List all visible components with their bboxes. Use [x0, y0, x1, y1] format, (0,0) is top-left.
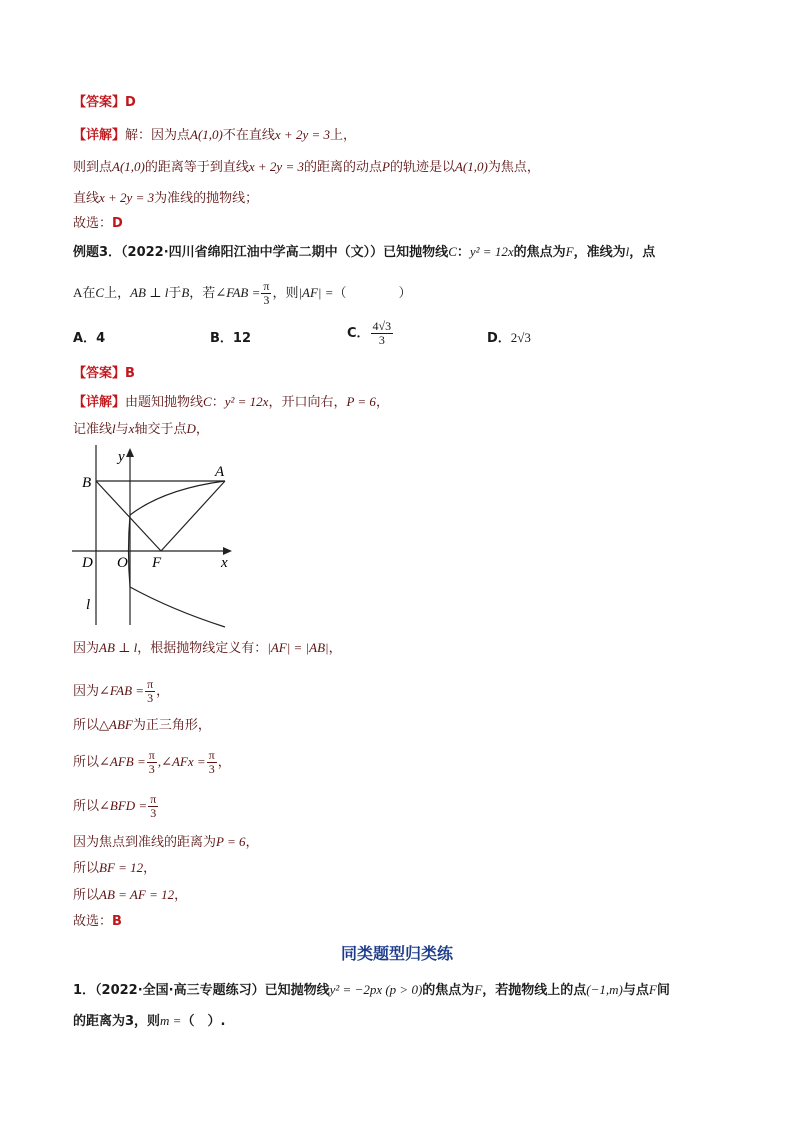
text: 上， — [330, 128, 357, 143]
numerator: 4√3 — [372, 319, 392, 333]
text: ，准线为 — [573, 245, 626, 260]
math: (−1,m) — [586, 982, 623, 997]
text: 所以 — [73, 718, 100, 733]
text: 上， — [104, 286, 131, 301]
sol3-line-7 — [73, 793, 159, 820]
math: |AF| = |AB| — [267, 640, 329, 655]
math: ,∠AFx = — [157, 754, 206, 769]
text: 在 — [82, 286, 96, 301]
math: C — [95, 285, 105, 300]
text: 因为焦点到准线的距离为 — [73, 835, 217, 850]
text: 直线 — [73, 191, 100, 206]
q1-line-1 — [73, 980, 670, 1001]
label-d: D — [82, 555, 93, 571]
fraction-pi-over-3 — [207, 749, 217, 776]
text: 与 — [115, 422, 129, 437]
math: P = 6 — [346, 394, 376, 409]
answer-line-ex3 — [73, 364, 135, 384]
math: A — [73, 285, 83, 300]
fraction-pi-over-3 — [261, 280, 271, 307]
math: B — [181, 285, 190, 300]
text: 因为 — [73, 641, 100, 656]
detail-label: 【详解】 — [73, 395, 126, 410]
text: ， — [195, 422, 209, 437]
math: x + 2y = 3 — [99, 190, 155, 205]
sol3-line-6 — [73, 749, 231, 776]
text: 所以 — [73, 799, 100, 814]
text: 故选： — [73, 914, 113, 929]
answer-value: B — [125, 366, 135, 381]
text: （ ）. — [181, 1014, 226, 1029]
text: 于 — [168, 286, 182, 301]
math: P = 6 — [216, 834, 246, 849]
math: x + 2y = 3 — [248, 159, 304, 174]
text: 记准线 — [73, 422, 113, 437]
text: 所以 — [73, 861, 100, 876]
label-l: l — [86, 597, 91, 613]
math: y² = −2px (p > 0) — [329, 982, 423, 997]
choose-value: B — [112, 914, 122, 929]
numerator: π — [150, 792, 157, 806]
math: AB ⊥ l — [130, 285, 169, 300]
text: 已知抛物线 — [383, 245, 449, 260]
math: AB ⊥ l — [99, 640, 138, 655]
denominator: 3 — [148, 762, 155, 776]
text: ， — [143, 861, 157, 876]
option-value: 4 — [96, 331, 106, 346]
denominator: 3 — [378, 333, 385, 347]
text: ，则 — [272, 286, 299, 301]
option-label: C． — [347, 326, 370, 341]
option-b[interactable] — [210, 327, 251, 346]
text: 解：因为点 — [125, 128, 191, 143]
text: 为准线的抛物线； — [154, 191, 259, 206]
text: ，若抛物线上的点 — [482, 983, 587, 998]
math: A(1,0) — [190, 127, 223, 142]
sol3-line-10 — [73, 885, 187, 906]
text: 的距离为3，则 — [73, 1014, 161, 1029]
answer-value: D — [125, 95, 136, 110]
segment-af — [161, 481, 225, 551]
text: 的焦点为 — [422, 983, 475, 998]
math: l — [625, 244, 630, 259]
example3-line-1 — [73, 242, 655, 263]
math: y² = 12x — [469, 244, 514, 259]
example-source: （2022·四川省绵阳江油中学高二期中（文）） — [121, 245, 384, 260]
text: ： — [211, 395, 225, 410]
math: P — [382, 159, 390, 174]
text: 为焦点， — [487, 160, 540, 175]
sol3-line-5 — [73, 715, 211, 736]
math: D — [186, 421, 196, 436]
text: ，开口向右， — [268, 395, 347, 410]
option-label: D． — [487, 331, 511, 346]
text: ，点 — [629, 245, 656, 260]
parabola-figure — [72, 445, 242, 630]
text: ，若 — [189, 286, 216, 301]
detail-line-3 — [73, 188, 258, 209]
section-title: 同类题型归类练 — [340, 944, 453, 963]
question-source: （2022·全国·高三专题练习） — [95, 983, 265, 998]
option-value-fraction — [371, 320, 394, 347]
answer-line-q2 — [73, 93, 136, 113]
text: 轴交于点 — [134, 422, 187, 437]
choose-line-q2 — [73, 214, 123, 234]
text: 故选： — [73, 216, 113, 231]
math: |AF| = — [298, 285, 334, 300]
numerator: π — [147, 677, 154, 691]
text: 由题知抛物线 — [125, 395, 204, 410]
math: A(1,0) — [112, 159, 145, 174]
math: △ABF — [99, 717, 133, 732]
fraction-pi-over-3 — [145, 678, 155, 705]
text: 则到点 — [73, 160, 113, 175]
fraction-pi-over-3 — [148, 793, 158, 820]
math: x — [128, 421, 135, 436]
y-axis-arrow — [126, 448, 134, 457]
math: l — [112, 421, 116, 436]
numerator: π — [263, 279, 270, 293]
math: ∠FAB = — [215, 285, 261, 300]
x-axis-arrow — [223, 547, 232, 555]
sol3-line-3 — [73, 638, 342, 659]
answer-label: 【答案】 — [73, 366, 126, 381]
math: ∠FAB = — [99, 683, 145, 698]
sol3-line-1 — [73, 392, 389, 413]
math: ∠BFD = — [99, 798, 148, 813]
math: x + 2y = 3 — [274, 127, 330, 142]
numerator: π — [208, 748, 215, 762]
text: 间 — [656, 983, 670, 998]
question-number: 1． — [73, 983, 96, 998]
sol3-line-8 — [73, 832, 259, 853]
answer-label: 【答案】 — [73, 95, 126, 110]
text: 的距离等于到直线 — [144, 160, 249, 175]
text: 与点 — [622, 983, 649, 998]
denominator: 3 — [208, 762, 215, 776]
sol3-line-4 — [73, 678, 169, 705]
numerator: π — [148, 748, 155, 762]
option-label: B． — [210, 331, 233, 346]
option-label: A． — [73, 331, 97, 346]
denominator: 3 — [263, 293, 270, 307]
math: F — [648, 982, 657, 997]
choose-value: D — [112, 216, 123, 231]
detail-line-2 — [73, 157, 540, 178]
math: ∠AFB = — [99, 754, 146, 769]
label-o: O — [117, 555, 128, 571]
parabola-curve — [129, 481, 226, 627]
denominator: 3 — [147, 691, 154, 705]
math: AB = AF = 12 — [99, 887, 175, 902]
option-a[interactable] — [73, 327, 105, 346]
text: 为正三角形， — [132, 718, 211, 733]
fraction-pi-over-3 — [147, 749, 157, 776]
text: ， — [217, 755, 231, 770]
example3-line-2 — [73, 280, 412, 307]
math: F — [565, 244, 574, 259]
option-c[interactable] — [347, 320, 394, 347]
text: ： — [456, 245, 470, 260]
math: BF = 12 — [99, 860, 144, 875]
text: ， — [174, 888, 188, 903]
q1-line-2 — [73, 1011, 225, 1032]
sol3-line-2 — [73, 419, 209, 440]
math: C — [448, 244, 457, 259]
text: ，根据抛物线定义有： — [137, 641, 268, 656]
math: C — [203, 394, 212, 409]
text: 已知抛物线 — [264, 983, 330, 998]
text: ， — [245, 835, 259, 850]
option-d[interactable] — [487, 327, 531, 346]
text: ， — [328, 641, 342, 656]
label-f: F — [152, 555, 162, 571]
detail-line-1 — [73, 125, 356, 146]
denominator: 3 — [150, 806, 157, 820]
text: 不在直线 — [222, 128, 275, 143]
text: 所以 — [73, 888, 100, 903]
math: m = — [160, 1013, 182, 1028]
option-value: 12 — [232, 331, 252, 346]
text: （ ） — [333, 286, 412, 301]
label-y: y — [118, 449, 125, 465]
math: F — [474, 982, 483, 997]
math: A(1,0) — [454, 159, 488, 174]
text: 因为 — [73, 684, 100, 699]
choose-line-ex3 — [73, 912, 122, 932]
text: ， — [156, 684, 170, 699]
text: 所以 — [73, 755, 100, 770]
text: 的轨迹是以 — [389, 160, 455, 175]
detail-label: 【详解】 — [73, 128, 126, 143]
example-label: 例题3． — [73, 245, 122, 260]
label-a: A — [215, 464, 225, 480]
sol3-line-9 — [73, 858, 156, 879]
text: 的焦点为 — [513, 245, 566, 260]
label-b: B — [82, 475, 92, 491]
option-value: 2√3 — [510, 330, 531, 345]
math: y² = 12x — [224, 394, 269, 409]
text: 的距离的动点 — [303, 160, 382, 175]
label-x: x — [221, 555, 228, 571]
text: ， — [375, 395, 389, 410]
